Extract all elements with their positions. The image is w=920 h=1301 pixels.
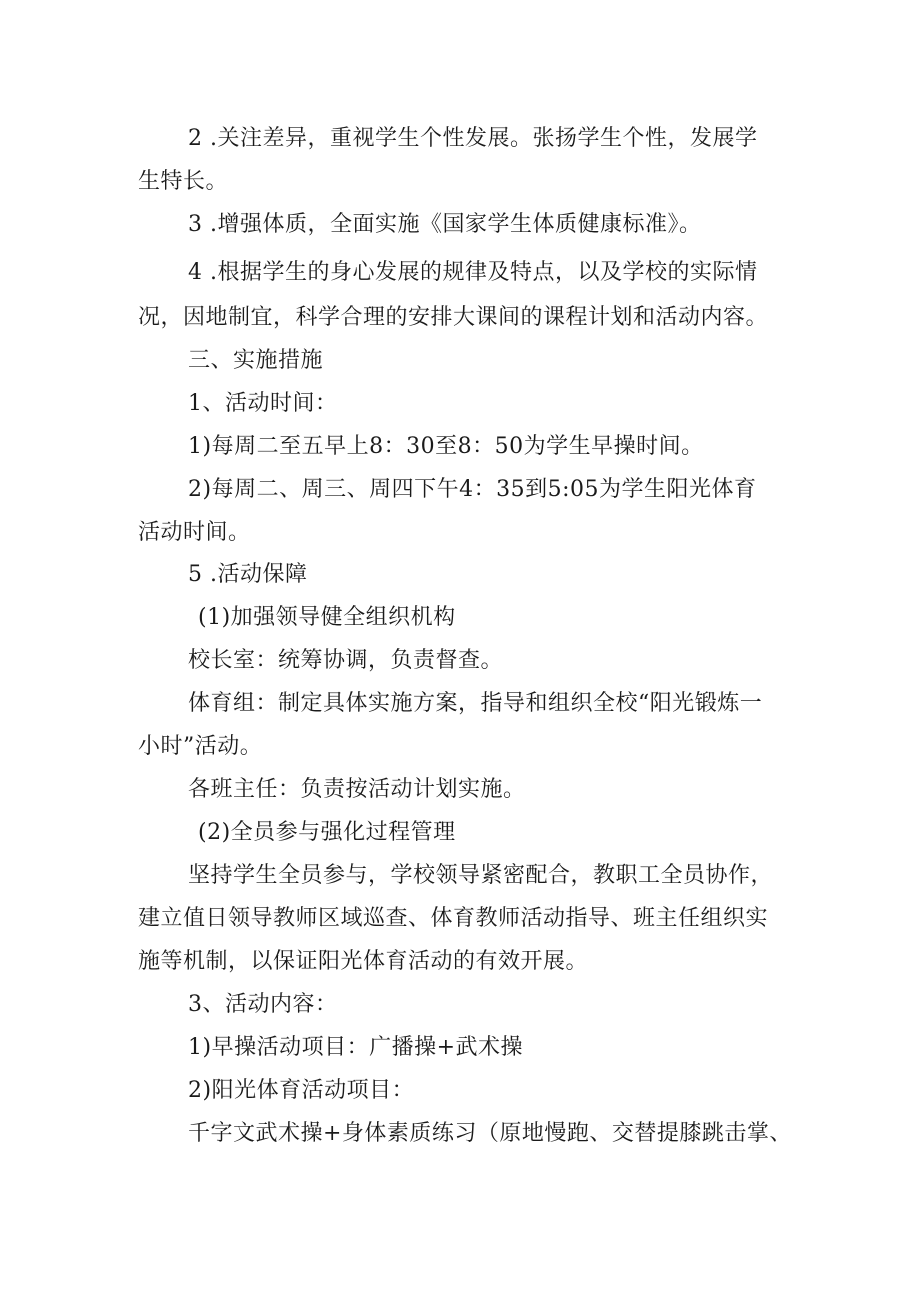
paragraph-line: 4 .根据学生的身心发展的规律及特点，以及学校的实际情 xyxy=(188,260,758,285)
paragraph-line: 3 .增强体质，全面实施《国家学生体质健康标准》。 xyxy=(188,212,702,237)
paragraph-line: 活动时间。 xyxy=(138,520,251,545)
paragraph-line: 1)早操活动项目：广播操+武术操 xyxy=(188,1035,524,1060)
paragraph-line: 建立值日领导教师区域巡查、体育教师活动指导、班主任组织实 xyxy=(138,906,769,931)
list-heading: (1)加强领导健全组织机构 xyxy=(198,605,456,630)
subsection-heading: 5 .活动保障 xyxy=(188,562,308,587)
section-heading: 三、实施措施 xyxy=(188,348,324,373)
paragraph-line: 施等机制，以保证阳光体育活动的有效开展。 xyxy=(138,949,589,974)
paragraph-line: 生特长。 xyxy=(138,169,229,194)
paragraph-line: 小时”活动。 xyxy=(138,734,263,759)
subsection-heading: 3、活动内容： xyxy=(188,992,338,1017)
paragraph-line: 2 .关注差异，重视学生个性发展。张扬学生个性，发展学 xyxy=(188,126,758,151)
paragraph-line: 各班主任：负责按活动计划实施。 xyxy=(188,777,526,802)
paragraph-line: 校长室：统筹协调，负责督查。 xyxy=(188,648,504,673)
paragraph-line: 2)每周二、周三、周四下午4：35到5:05为学生阳光体育 xyxy=(188,477,757,502)
paragraph-line: 1)每周二至五早上8：30至8：50为学生早操时间。 xyxy=(188,434,704,459)
paragraph-line: 千字文武术操+身体素质练习（原地慢跑、交替提膝跳击掌、 xyxy=(188,1121,792,1146)
paragraph-line: 体育组：制定具体实施方案，指导和组织全校“阳光锻炼一 xyxy=(188,691,763,716)
paragraph-line: 坚持学生全员参与，学校领导紧密配合，教职工全员协作， xyxy=(188,863,774,888)
list-heading: (2)全员参与强化过程管理 xyxy=(198,820,456,845)
paragraph-line: 2)阳光体育活动项目： xyxy=(188,1078,415,1103)
paragraph-line: 况，因地制宜，科学合理的安排大课间的课程计划和活动内容。 xyxy=(138,305,769,330)
subsection-heading: 1、活动时间： xyxy=(188,391,338,416)
